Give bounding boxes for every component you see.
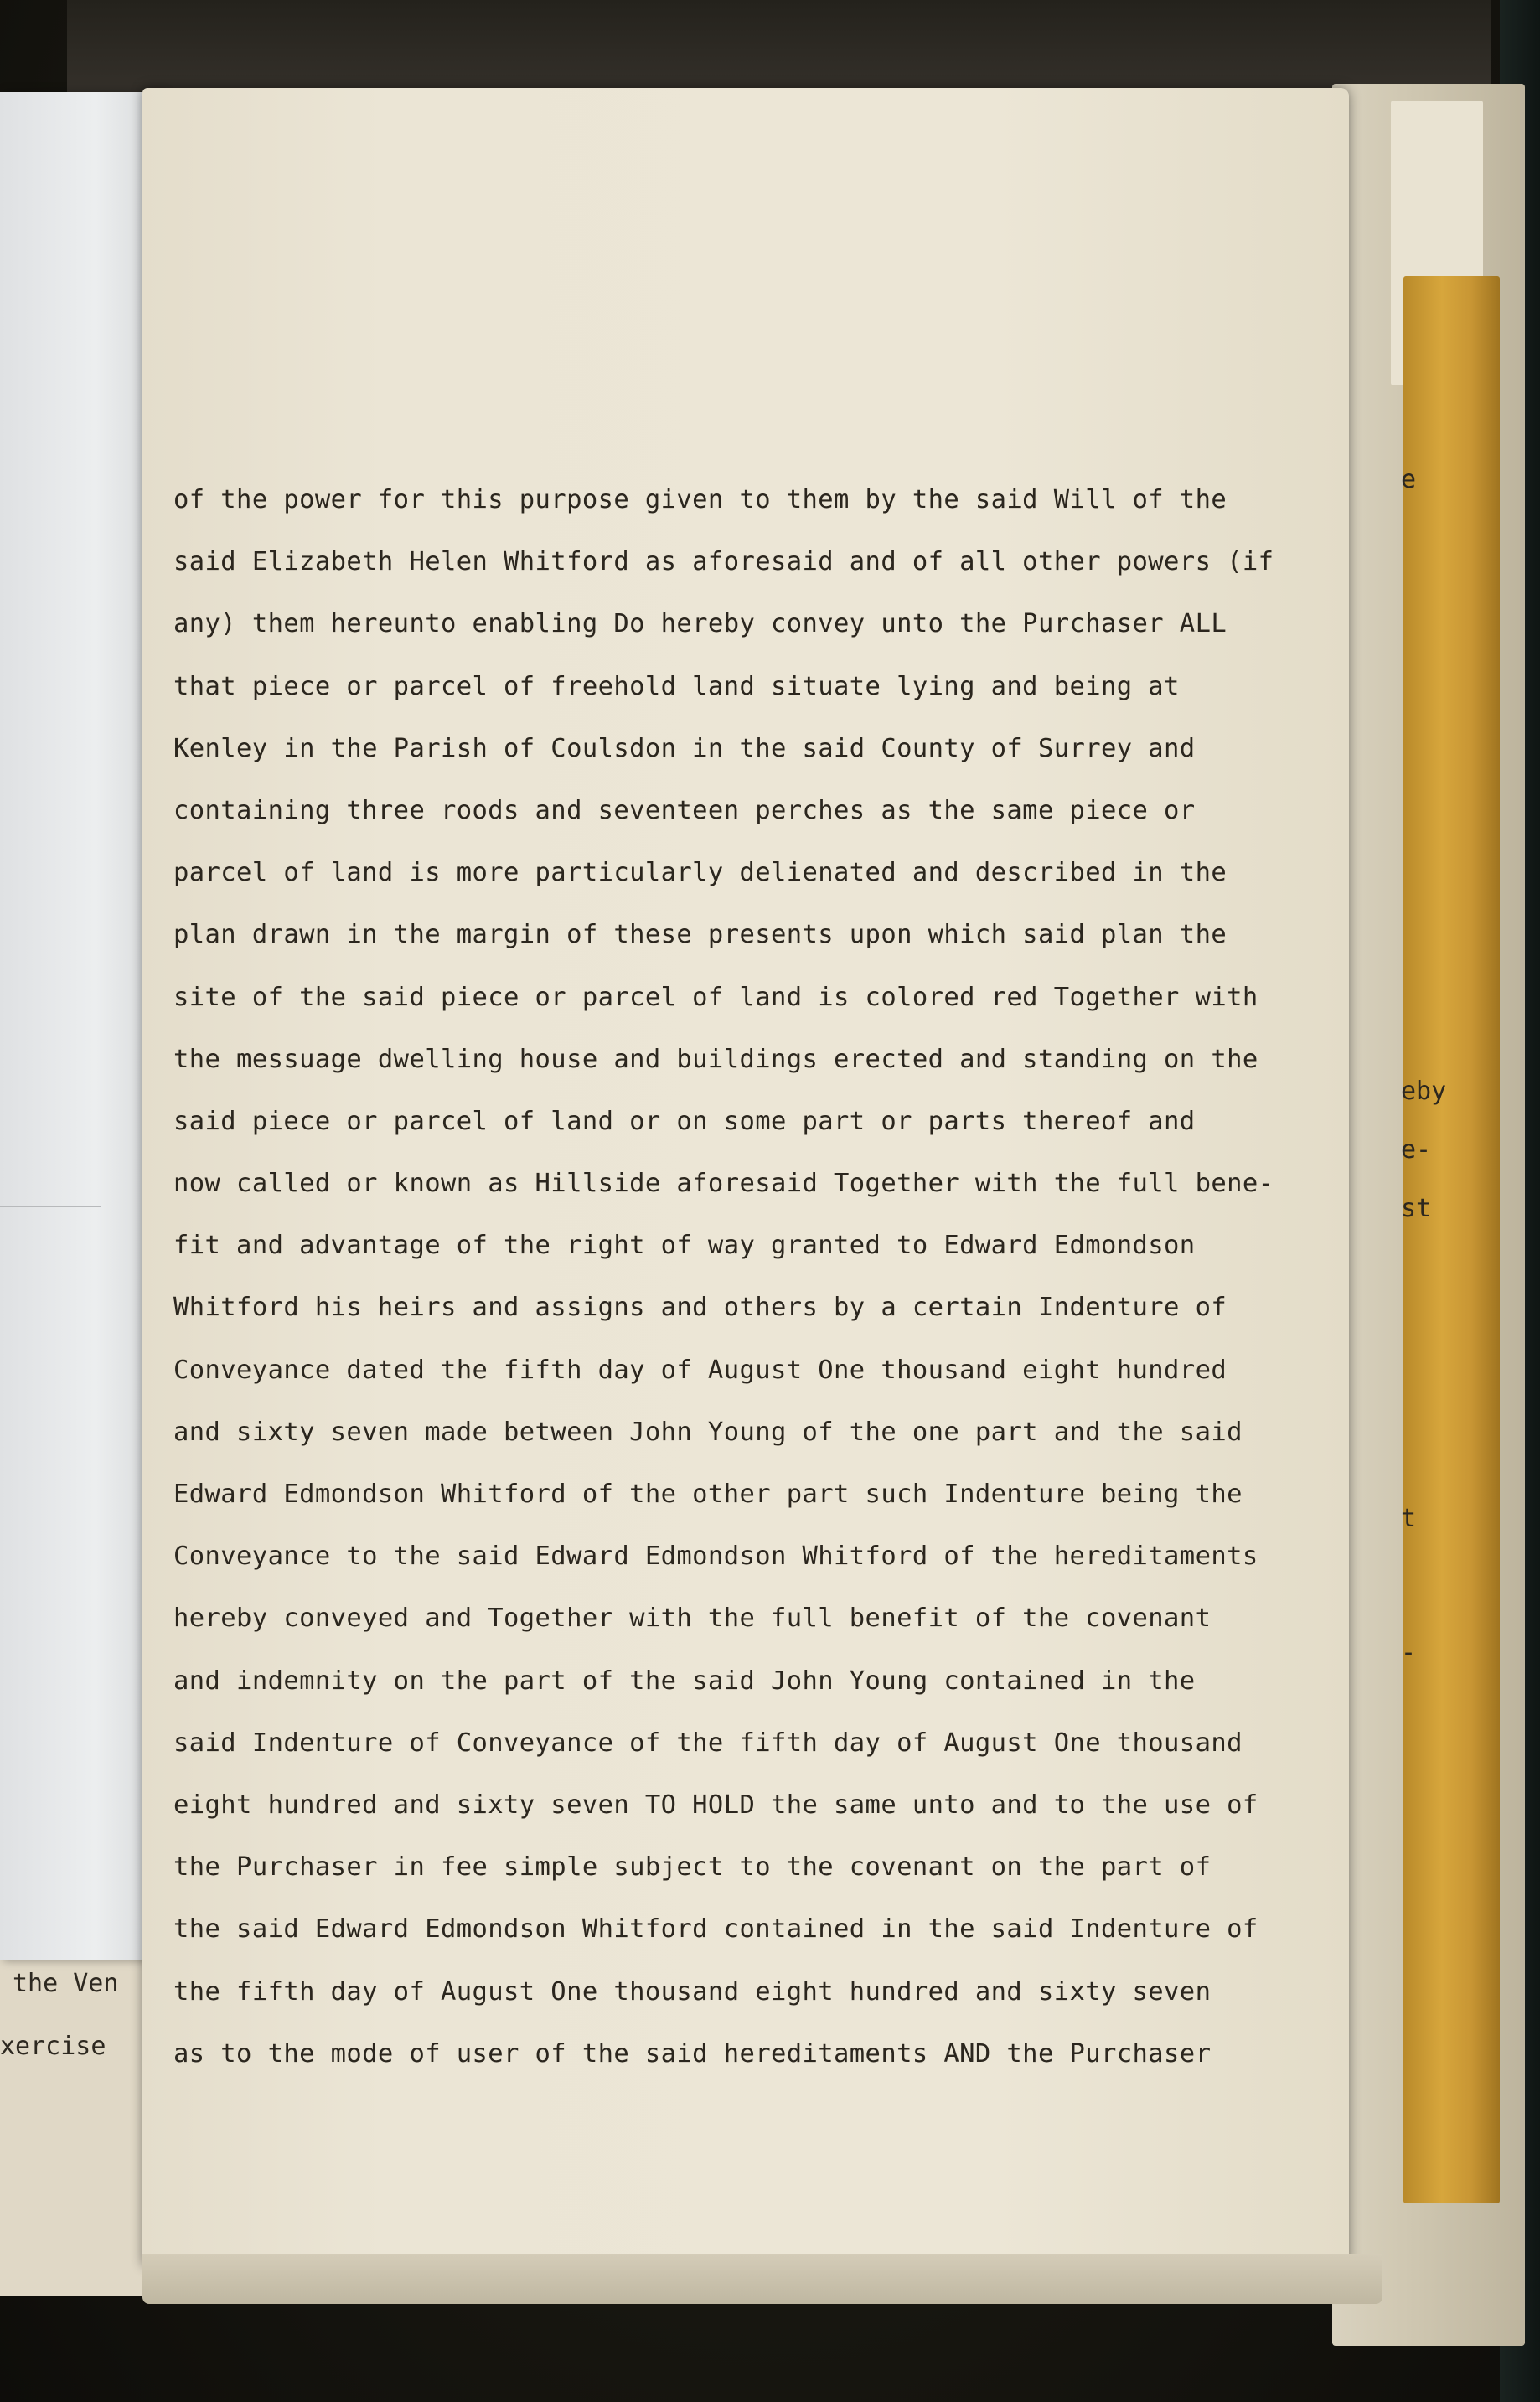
deed-line: now called or known as Hillside aforesaid Together with the full bene-	[173, 1169, 1274, 1199]
deed-line: hereby conveyed and Together with the full benefit of the covenant	[173, 1604, 1212, 1634]
deed-text-block	[173, 469, 1338, 2085]
deed-line: said piece or parcel of land or on some part or parts thereof and	[173, 1106, 1196, 1136]
deed-line: the said Edward Edmondson Whitford contained in the said Indenture of	[173, 1914, 1258, 1945]
margin-note: e-	[1401, 1135, 1432, 1165]
margin-note: -	[1401, 1638, 1417, 1667]
deed-line: parcel of land is more particularly delienated and described in the	[173, 858, 1227, 888]
deed-line: eight hundred and sixty seven TO HOLD the same unto and to the use of	[173, 1790, 1258, 1820]
deed-line: the fifth day of August One thousand eight hundred and sixty seven	[173, 1976, 1212, 2007]
left-white-sheet	[0, 92, 163, 1960]
deed-line: the Purchaser in fee simple subject to the covenant on the part of	[173, 1852, 1212, 1883]
deed-line: that piece or parcel of freehold land situate lying and being at	[173, 671, 1180, 701]
deed-line: plan drawn in the margin of these presents upon which said plan the	[173, 920, 1227, 950]
left-facing-page	[0, 1944, 147, 2296]
deed-line: said Indenture of Conveyance of the fifth day of August One thousand	[173, 1728, 1243, 1758]
deed-line: Edward Edmondson Whitford of the other part such Indenture being the	[173, 1480, 1243, 1509]
deed-line: and indemnity on the part of the said John Young contained in the	[173, 1666, 1196, 1696]
margin-note: st	[1401, 1194, 1432, 1223]
deed-line: any) them hereunto enabling Do hereby convey unto the Purchaser ALL	[173, 609, 1227, 639]
page-bottom-edge	[142, 2254, 1382, 2304]
sheet-rule	[0, 1206, 101, 1207]
deed-line: site of the said piece or parcel of land is colored red Together with	[173, 982, 1258, 1012]
deed-line: the messuage dwelling house and buildings erected and standing on the	[173, 1044, 1258, 1074]
deed-line: of the power for this purpose given to them by the said Will of the	[173, 485, 1227, 514]
deed-line: fit and advantage of the right of way granted to Edward Edmondson	[173, 1231, 1196, 1261]
deed-line: containing three roods and seventeen perches as the same piece or	[173, 795, 1196, 825]
margin-note: e	[1401, 465, 1417, 494]
deed-line: Conveyance to the said Edward Edmondson Whitford of the hereditaments	[173, 1542, 1258, 1572]
margin-note: t	[1401, 1504, 1417, 1533]
binder-cover-edge	[67, 0, 1491, 92]
margin-note: eby	[1401, 1077, 1447, 1106]
deed-line: Conveyance dated the fifth day of August One thousand eight hundred	[173, 1355, 1227, 1385]
left-page-line: xercise	[0, 2032, 106, 2061]
deed-line: and sixty seven made between John Young of the one part and the said	[173, 1417, 1243, 1447]
deed-line: said Elizabeth Helen Whitford as aforesaid and of all other powers (if	[173, 547, 1274, 577]
right-margin-notes	[1401, 0, 1476, 2402]
left-page-line: the Ven	[13, 1969, 119, 1998]
deed-line: Kenley in the Parish of Coulsdon in the said County of Surrey and	[173, 733, 1196, 763]
deed-line: as to the mode of user of the said hereditaments AND the Purchaser	[173, 2038, 1212, 2069]
deed-line: Whitford his heirs and assigns and others by a certain Indenture of	[173, 1293, 1227, 1323]
